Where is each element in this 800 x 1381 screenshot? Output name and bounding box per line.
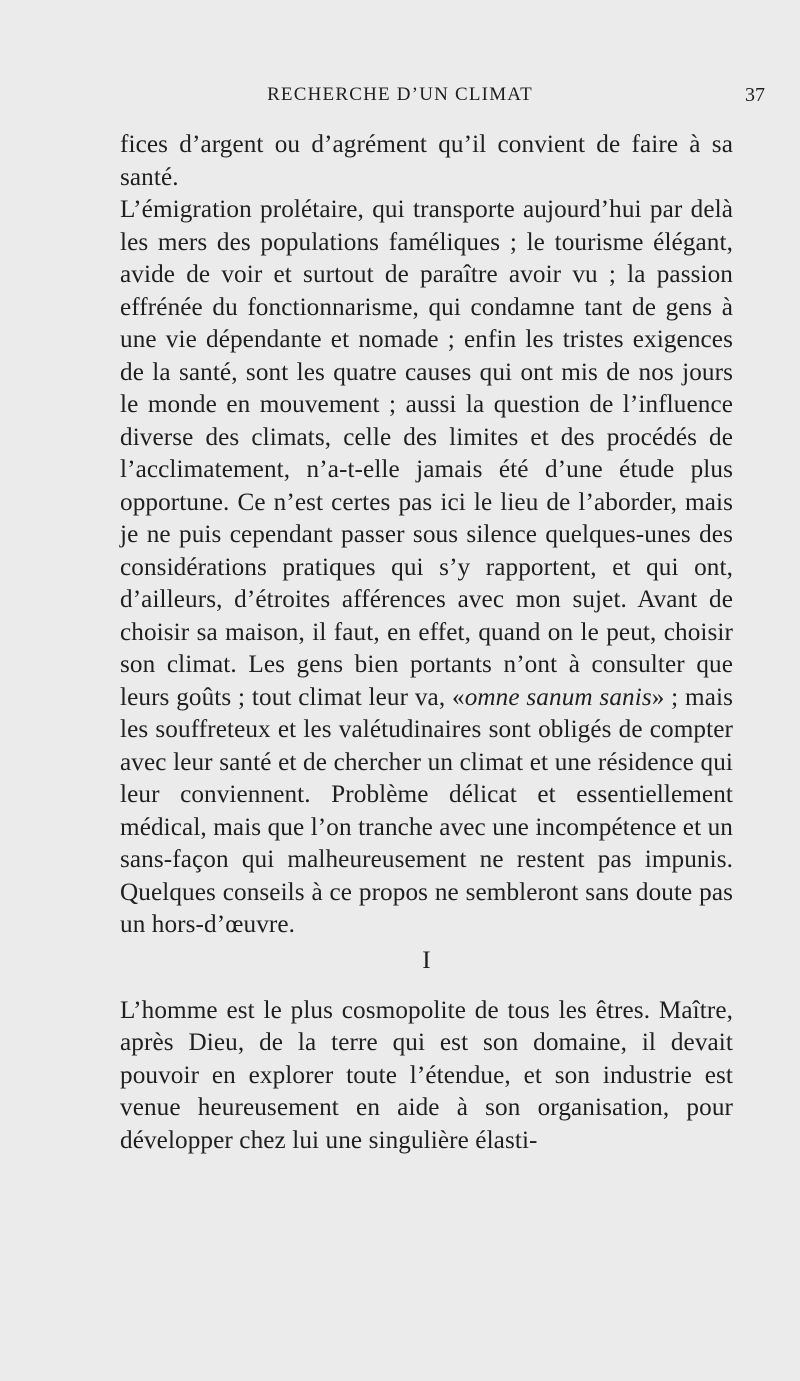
paragraph-cosmopolite: L’homme est le plus cosmopolite de tous les êtres. Maître, après Dieu, de la terre qui est son domaine, il devait pouvoir en explorer toute l’étendue, et son industrie est venue heureusement en aide à son organisation, pour développer chez lui une singulière élasti- xyxy=(120,996,733,1154)
paragraph-emigration xyxy=(120,194,733,942)
latin-quote: omne sanum sanis xyxy=(464,683,652,711)
paragraph-text-before-quote: L’émigration prolétaire, qui transporte aujourd’hui par delà les mers des populations faméliques ; le tourisme élégant, avide de voir et surtout de paraître avoir vu ; la passion effrénée du fonctionnarisme, qui condamne tant de gens à une vie dépendante et nomade ; enfin les tristes exigences de la santé, sont les quatre causes qui ont mis de nos jours le monde en mouvement ; aussi la question de l’influence diverse des climats, celle des limites et des procédés de l’acclimatement, n’a-t-elle jamais été d’une étude plus opportune. Ce n’est certes pas ici le lieu de l’aborder, mais je ne puis cependant passer sous silence quelques-unes des considérations pratiques qui s’y rapportent, et qui ont, d’ailleurs, d’étroites afférences avec mon sujet. Avant de choisir sa maison, il faut, en effet, quand on le peut, choisir son climat. Les gens bien portants n’ont à consulter que leurs goûts ; tout climat leur va, « xyxy=(120,196,733,711)
paragraph-continued: fices d’argent ou d’agrément qu’il convient de faire à sa santé. xyxy=(120,131,733,191)
page-body xyxy=(120,129,733,1157)
paragraph-text-after-quote: » ; mais les souffreteux et les valétudinaires sont obligés de compter avec leur santé et de chercher un climat et une résidence qui leur conviennent. Problème délicat et essentiellement médical, mais que l’on tranche avec une incompétence et un sans-façon qui malheureusement ne restent pas impunis. Quelques conseils à ce propos ne sembleront sans doute pas un hors-d’œuvre. xyxy=(120,683,733,938)
running-head: RECHERCHE D’UN CLIMAT xyxy=(267,84,533,105)
page-number: 37 xyxy=(745,84,765,106)
section-number: I xyxy=(422,946,431,974)
